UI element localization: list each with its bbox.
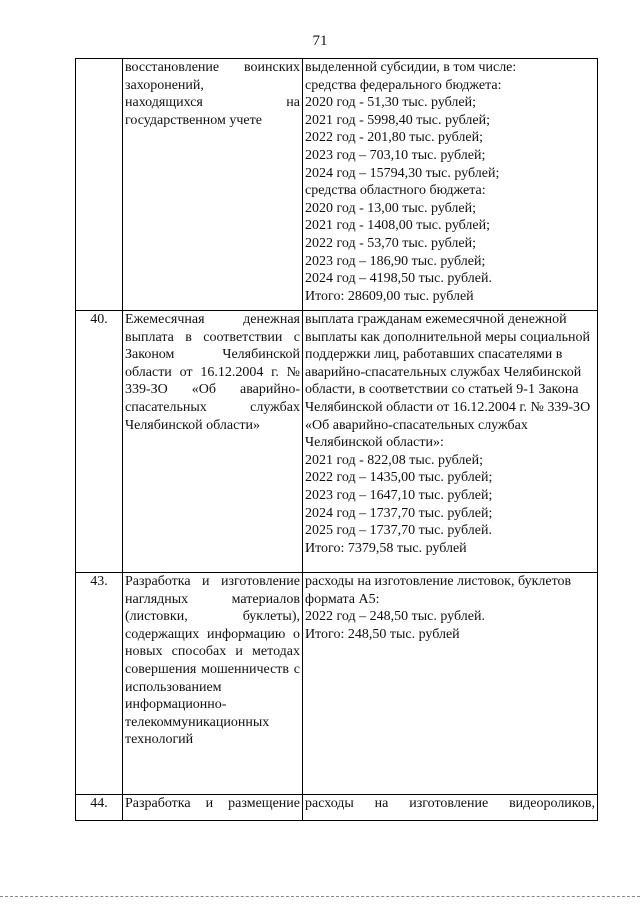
row-finance-cell: расходы на изготовление видеороликов, (303, 795, 598, 821)
row-number-cell: 40. (76, 311, 123, 573)
row-finance-cell (303, 59, 598, 311)
finance-line: 2021 год - 5998,40 тыс. рублей; (305, 112, 491, 128)
row-finance-cell (303, 573, 598, 795)
row-description-cell: Разработка и размещение (123, 795, 303, 821)
finance-line: 2022 год - 201,80 тыс. рублей; (305, 130, 484, 146)
row-description-cell: Разработка и изготовление наглядных материалов (листовки, буклеты), содержащих информацию о новых способах и методах совершения мошенничеств с использованием информационно-телекоммуникационных технологий (123, 573, 303, 795)
finance-line: средства федерального бюджета: (305, 77, 502, 93)
row-number-cell: 43. (76, 573, 123, 795)
row-finance-cell (303, 311, 598, 573)
finance-text: расходы на изготовление листовок, буклетов формата А5: (305, 574, 572, 607)
finance-line: 2025 год – 1737,70 тыс. рублей. (305, 523, 492, 539)
table-row-44 (76, 795, 598, 821)
finance-line: 2024 год – 15794,30 тыс. рублей; (305, 165, 500, 181)
finance-line: 2021 год - 1408,00 тыс. рублей; (305, 218, 491, 234)
finance-line: выделенной субсидии, в том числе: (305, 60, 517, 75)
description-line: находящихся на (125, 95, 300, 111)
finance-text: выплата гражданам ежемесячной денежной выплаты как дополнительной меры социальной поддержки лиц, работавших спасателями в аварийно-спасательных службах Челябинской области, в соответствии со статьей 9-1 Закона Челябинской области от 16.12.2004 г. № 339-ЗО «Об аварийно-спасательных службах Челябинской области»: (305, 312, 591, 451)
row-number-cell: 44. (76, 795, 123, 821)
finance-line: 2021 год - 822,08 тыс. рублей; (305, 452, 484, 468)
description-line: восстановление воинских (125, 60, 300, 75)
finance-line: Итого: 7379,58 тыс. рублей (305, 540, 467, 556)
finance-line: 2023 год – 703,10 тыс. рублей; (305, 147, 486, 163)
finance-line: 2022 год – 1435,00 тыс. рублей; (305, 470, 493, 486)
finance-line: 2024 год – 4198,50 тыс. рублей. (305, 271, 492, 287)
page-bottom-border (0, 896, 640, 897)
table-row-40 (76, 311, 598, 573)
finance-line: Итого: 248,50 тыс. рублей (305, 626, 460, 642)
finance-line: средства областного бюджета: (305, 183, 486, 199)
measures-table (75, 58, 598, 821)
description-line: государственном учете (125, 112, 262, 128)
finance-line: 2023 год – 1647,10 тыс. рублей; (305, 487, 493, 503)
row-description-cell: Ежемесячная денежная выплата в соответствии с Законом Челябинской области от 16.12.2004 г. № 339-ЗО «Об аварийно-спасательных службах Челябинской области» (123, 311, 303, 573)
finance-line: 2023 год – 186,90 тыс. рублей; (305, 253, 486, 269)
finance-line: 2024 год – 1737,70 тыс. рублей; (305, 505, 493, 521)
finance-line: 2020 год - 13,00 тыс. рублей; (305, 200, 477, 216)
row-description-cell (123, 59, 303, 311)
row-number-cell (76, 59, 123, 311)
table-row-continuation (76, 59, 598, 311)
page-number: 71 (312, 33, 328, 49)
finance-line: 2020 год - 51,30 тыс. рублей; (305, 95, 477, 111)
table-row-43 (76, 573, 598, 795)
finance-line: Итого: 28609,00 тыс. рублей (305, 288, 474, 304)
finance-line: 2022 год – 248,50 тыс. рублей. (305, 609, 485, 625)
description-line: захоронений, (125, 77, 204, 93)
finance-line: 2022 год - 53,70 тыс. рублей; (305, 235, 477, 251)
